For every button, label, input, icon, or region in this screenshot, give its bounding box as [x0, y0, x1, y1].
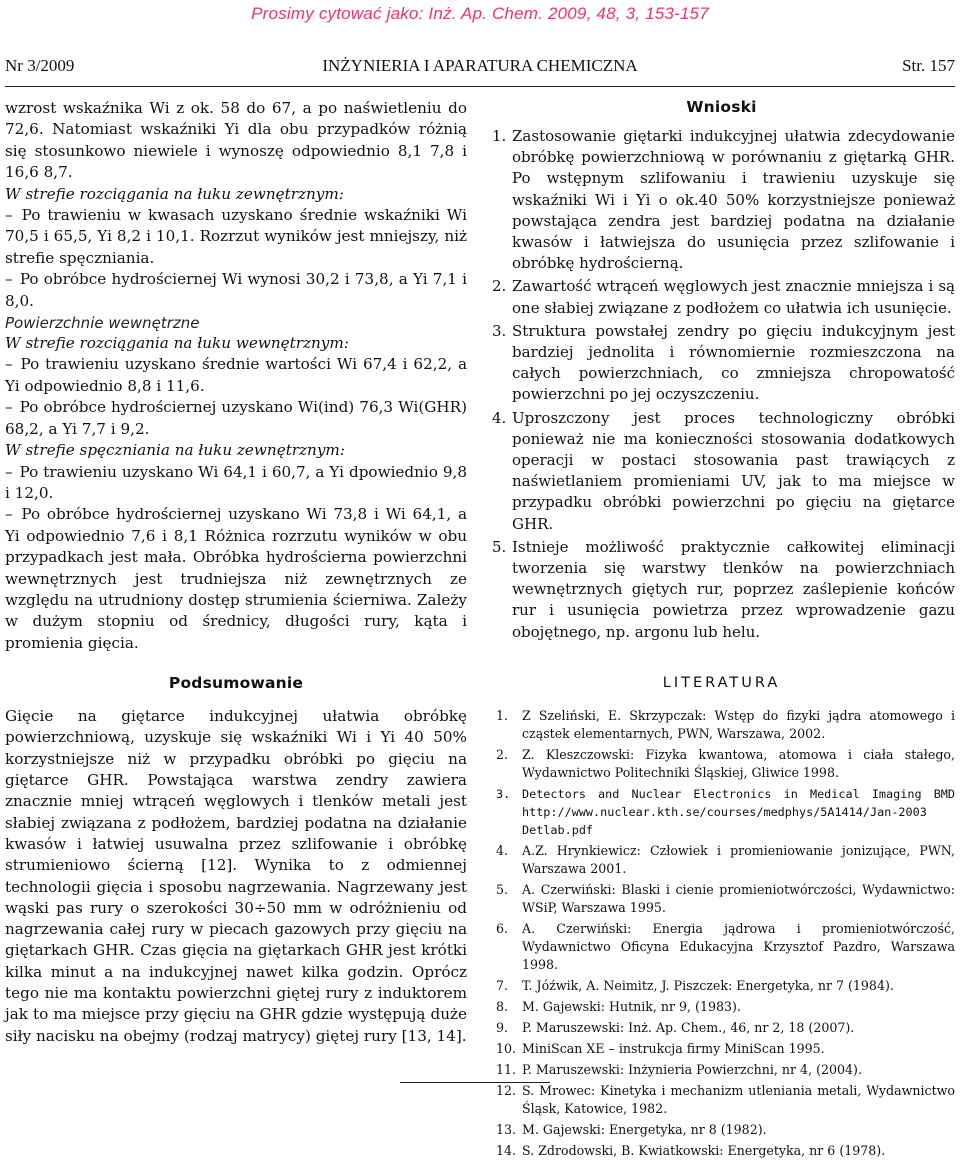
conclusions-list — [488, 126, 955, 643]
conclusion-text: Zastosowanie giętarki indukcyjnej ułatwia zdecydowanie obróbkę powierzchniową w porównaniu z giętarką GHR. Po wstępnym szlifowaniu i trawieniu uzyskuje się wskaźniki Wi i Yi o ok.40 50% korzystniejsze ponieważ powstająca zendra jest bardziej podatna na działanie kwasów i łatwiejsza do usunięcia przez szlifowanie i obróbkę hydrościerną. — [512, 127, 955, 273]
reference-text: P. Maruszewski: Inżynieria Powierzchni, nr 4, (2004). — [522, 1061, 862, 1077]
item-number: 1. — [496, 707, 509, 723]
reference-text: Detectors and Nuclear Electronics in Medical Imaging BMD http://www.nuclear.kth.se/courses/medphys/5A1414/Jan-2003 Detlab.pdf — [522, 786, 955, 837]
item-number: 1. — [492, 127, 507, 145]
reference-item — [488, 881, 955, 917]
reference-text: A. Czerwiński: Energia jądrowa i promieniotwórczość, Wydawnictwo Oficyna Edukacyjna Krzysztof Pazdro, Warszawa 1998. — [522, 920, 955, 972]
item-number: 4. — [496, 842, 509, 858]
footer-rule — [400, 1082, 550, 1083]
reference-item — [488, 1142, 955, 1160]
conclusion-text: Struktura powstałej zendry po gięciu indukcyjnym jest bardziej jednolita i równomiernie rozmieszczona na całych powierzchniach, co zmniejsza chropowatość powierzchni po jej oczyszczeniu. — [512, 321, 955, 404]
bullet-item: – Po obróbce hydrościernej Wi wynosi 30,2 i 73,8, a Yi 7,1 i 8,0. — [5, 270, 468, 310]
reference-text: A.Z. Hrynkiewicz: Człowiek i promieniowanie jonizujące, PWN, Warszawa 2001. — [522, 842, 955, 876]
left-column — [5, 98, 467, 1047]
bullet-item: – Po trawieniu w kwasach uzyskano średnie wskaźniki Wi 70,5 i 65,5, Yi 8,2 i 10,1. Rozrzut wyników jest mniejszy, niż strefie spęczniania. — [5, 206, 468, 267]
item-number: 11. — [496, 1061, 517, 1077]
bullet-text: Po trawieniu w kwasach uzyskano średnie wskaźniki Wi 70,5 i 65,5, Yi 8,2 i 10,1. Rozrzut wyników jest mniejszy, niż strefie spęczniania. — [5, 206, 468, 267]
bullet-item: – Po obróbce hydrościernej uzyskano Wi 73,8 i Wi 64,1, a Yi odpowiednio 7,6 i 8,1 Różnica rozrzutu wyników w obu przypadkach jest mała. Obróbka hydrościerna powierzchni wewnętrznych jest trudniejsza niż zewnętrznych ze względu na utrudniony dostęp strumienia ścierniwa. Zależy w dużym stopniu od średnicy, długości rury, kąta i promienia gięcia. — [5, 505, 468, 652]
bullet-text: Po trawieniu uzyskano Wi 64,1 i 60,7, a Yi dpowiednio 9,8 i 12,0. — [5, 462, 468, 502]
item-number: 10. — [496, 1040, 517, 1056]
bullet-item: – Po trawieniu uzyskano średnie wartości Wi 67,4 i 62,2, a Yi odpowiednio 8,8 i 11,6. — [5, 355, 468, 395]
reference-item — [488, 746, 955, 782]
reference-item — [488, 998, 955, 1016]
reference-text: M. Gajewski: Hutnik, nr 9, (1983). — [522, 998, 741, 1014]
item-number: 5. — [496, 881, 509, 897]
reference-item — [488, 1082, 955, 1118]
paragraph: wzrost wskaźnika Wi z ok. 58 do 67, a po naświetleniu do 72,6. Natomiast wskaźniki Yi dla obu przypadków różnią się stosunkowo niewiele i wynoszę odpowiednio 8,1 7,8 i 16,6 8,7. — [5, 99, 467, 182]
reference-item — [488, 1019, 955, 1037]
reference-text: A. Czerwiński: Blaski i cienie promieniotwórczości, Wydawnictwo: WSiP, Warszawa 1995. — [522, 881, 955, 915]
subsection-label: W strefie rozciągania na łuku zewnętrznym: — [5, 184, 344, 203]
item-number: 3. — [492, 321, 507, 340]
journal-title: INŻYNIERIA I APARATURA CHEMICZNA — [322, 56, 638, 75]
conclusion-item — [488, 126, 955, 274]
section-heading: Powierzchnie wewnętrzne — [5, 314, 200, 333]
bullet-text: Po trawieniu uzyskano średnie wartości Wi 67,4 i 62,2, a Yi odpowiednio 8,8 i 11,6. — [5, 355, 468, 395]
item-number: 12. — [496, 1082, 517, 1098]
reference-item — [488, 920, 955, 974]
summary-heading: Podsumowanie — [168, 674, 304, 693]
item-number: 2. — [496, 746, 509, 762]
conclusion-item — [488, 537, 955, 643]
item-number: 13. — [496, 1121, 517, 1137]
conclusion-item — [488, 276, 955, 318]
item-number: 3. — [496, 786, 511, 801]
item-number: 9. — [496, 1019, 509, 1035]
summary-paragraph: Gięcie na giętarce indukcyjnej ułatwia obróbkę powierzchniową, uzyskuje się wskaźniki Wi i Yi 40 50% korzystniejsze niż w przypadku obróbki po gięciu na giętarce GHR. Powstająca warstwa zendry zawiera znacznie mniej wtrąceń węglowych i tlenków metali jest słabiej związana z podłożem, bardziej podatna na działanie kwasów i łatwiej usuwalna przez szlifowanie i obróbkę strumieniowo ścierną [12]. Wynika to z odmiennej technologii gięcia i sposobu nagrzewania. Nagrzewany jest wąski pas rury o szerokości 30÷50 mm w odróżnieniu od nagrzewania całej rury w piecach gazowych przy gięciu na giętarkach GHR. Czas gięcia na giętarkach GHR jest krótki kilka minut a na indukcyjnej nawet kilka godzin. Oprócz tego nie ma kontaktu powierzchni giętej rury z induktorem jak to ma miejsce przy gięciu na GHR gdzie występują duże siły nacisku na obejmy (rodzaj matrycy) giętej rury [13, 14]. — [5, 707, 467, 1045]
item-number: 5. — [492, 537, 507, 556]
reference-text: Z. Kleszczowski: Fizyka kwantowa, atomowa i ciała stałego, Wydawnictwo Politechniki Śląskiej, Gliwice 1998. — [522, 746, 955, 780]
item-number: 8. — [496, 998, 509, 1014]
bullet-text: Po obróbce hydrościernej Wi wynosi 30,2 i 73,8, a Yi 7,1 i 8,0. — [5, 270, 468, 310]
item-number: 4. — [492, 408, 507, 427]
references-list — [488, 707, 955, 1160]
reference-text: MiniScan XE – instrukcja firmy MiniScan 1995. — [522, 1040, 825, 1056]
reference-item — [488, 707, 955, 743]
reference-text: S. Zdrodowski, B. Kwiatkowski: Energetyka, nr 6 (1978). — [522, 1142, 886, 1158]
subsection-label: W strefie rozciągania na łuku wewnętrznym: — [5, 334, 349, 353]
bullet-item: – Po trawieniu uzyskano Wi 64,1 i 60,7, a Yi dpowiednio 9,8 i 12,0. — [5, 462, 468, 502]
reference-text: S. Mrowec: Kinetyka i mechanizm utleniania metali, Wydawnictwo Śląsk, Katowice, 1982. — [522, 1082, 955, 1116]
conclusion-item — [488, 408, 955, 535]
item-number: 2. — [492, 277, 507, 296]
header-rule — [5, 86, 955, 87]
reference-text: T. Jóźwik, A. Neimitz, J. Piszczek: Energetyka, nr 7 (1984). — [522, 977, 894, 993]
reference-item — [488, 1040, 955, 1058]
right-column — [488, 98, 955, 1163]
reference-text: M. Gajewski: Energetyka, nr 8 (1982). — [522, 1121, 767, 1137]
item-number: 7. — [496, 977, 509, 993]
item-number: 6. — [496, 920, 509, 936]
reference-item — [488, 785, 955, 839]
bullet-item: – Po obróbce hydrościernej uzyskano Wi(ind) 76,3 Wi(GHR) 68,2, a Yi 7,7 i 9,2. — [5, 398, 468, 438]
literature-heading: LITERATURA — [662, 674, 781, 691]
bullet-text: Po obróbce hydrościernej uzyskano Wi(ind) 76,3 Wi(GHR) 68,2, a Yi 7,7 i 9,2. — [5, 398, 468, 438]
page-number: Str. 157 — [902, 56, 955, 75]
conclusion-text: Zawartość wtrąceń węglowych jest znacznie mniejsza i są one słabiej związane z podłożem co ułatwia ich usunięcie. — [512, 277, 955, 317]
reference-item — [488, 842, 955, 878]
reference-item — [488, 1121, 955, 1139]
reference-item — [488, 977, 955, 995]
subsection-label: W strefie spęczniania na łuku zewnętrznym: — [5, 441, 345, 460]
conclusion-text: Uproszczony jest proces technologiczny obróbki ponieważ nie ma konieczności stosowania dodatkowych operacji w postaci stosowania past trawiących z naświetlaniem promieniami UV, jak to ma miejsce w przypadku obróbki powierzchni po gięciu na giętarce GHR. — [512, 408, 955, 533]
running-header — [5, 56, 955, 78]
item-number: 14. — [496, 1142, 517, 1158]
conclusions-heading: Wnioski — [686, 98, 757, 116]
bullet-text: Po obróbce hydrościernej uzyskano Wi 73,8 i Wi 64,1, a Yi odpowiednio 7,6 i 8,1 Różnica rozrzutu wyników w obu przypadkach jest mała. Obróbka hydrościerna powierzchni wewnętrznych jest trudniejsza niż zewnętrznych ze względu na utrudniony dostęp strumienia ścierniwa. Zależy w dużym stopniu od średnicy, długości rury, kąta i promienia gięcia. — [5, 505, 468, 652]
reference-item — [488, 1061, 955, 1079]
reference-text: P. Maruszewski: Inż. Ap. Chem., 46, nr 2, 18 (2007). — [522, 1019, 855, 1035]
issue-number: Nr 3/2009 — [5, 56, 75, 75]
citation-banner: Prosimy cytować jako: Inż. Ap. Chem. 2009, 48, 3, 153-157 — [251, 4, 709, 23]
conclusion-item — [488, 321, 955, 406]
reference-text: Z Szeliński, E. Skrzypczak: Wstęp do fizyki jądra atomowego i cząstek elementarnych, PWN, Warszawa, 2002. — [522, 707, 955, 741]
conclusion-text: Istnieje możliwość praktycznie całkowitej eliminacji tworzenia się warstwy tlenków na powierzchniach wewnętrznych giętych rur, poprzez zaślepienie końców rur i usunięcia powietrza przez wprowadzenie gazu obojętnego, np. argonu lub helu. — [512, 537, 955, 641]
